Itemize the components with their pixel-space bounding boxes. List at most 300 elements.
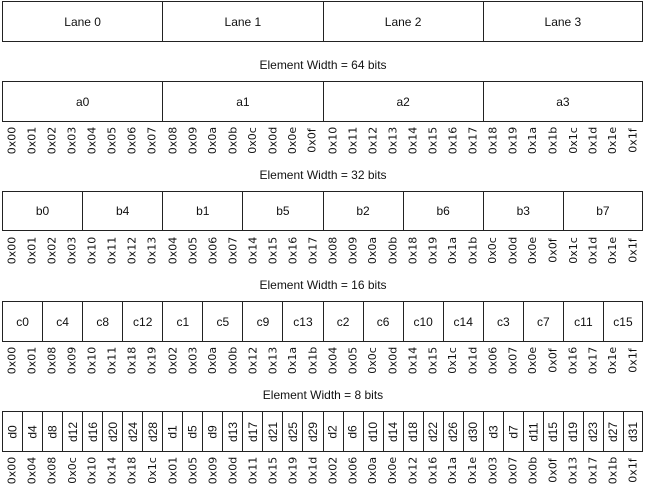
byte-index [443, 455, 463, 485]
byte-index-label: 0x0e [526, 346, 540, 374]
element-label: c2 [336, 314, 350, 329]
byte-index [222, 455, 242, 485]
element-cell [323, 81, 484, 122]
element-cell [102, 411, 123, 452]
byte-index-label: 0x0a [366, 456, 380, 484]
byte-index [423, 125, 443, 155]
byte-index-label: 0x1b [466, 236, 480, 264]
element-cell [82, 301, 123, 342]
byte-index [162, 455, 182, 485]
byte-index-label: 0x1d [466, 346, 480, 374]
byte-index-label: 0x0e [526, 236, 540, 264]
byte-index [22, 345, 42, 375]
byte-index [42, 125, 62, 155]
byte-index [443, 125, 463, 155]
byte-index-label: 0x1d [586, 126, 600, 154]
byte-index [2, 125, 22, 155]
byte-index [162, 125, 182, 155]
byte-index-label: 0x0d [506, 236, 520, 264]
element-label: d8 [45, 424, 60, 439]
byte-index [423, 345, 443, 375]
byte-index [242, 235, 262, 265]
element-label: d2 [326, 424, 341, 439]
element-label: b7 [596, 204, 610, 218]
byte-index [323, 345, 343, 375]
byte-index-label: 0x1d [586, 236, 600, 264]
byte-index [302, 125, 322, 155]
byte-index-label: 0x03 [65, 236, 79, 264]
byte-index [343, 235, 363, 265]
element-cell [62, 411, 83, 452]
byte-index [2, 455, 22, 485]
element-cell [543, 411, 564, 452]
element-cell [563, 191, 643, 231]
element-cell [122, 301, 163, 342]
byte-index [42, 345, 62, 375]
section-title: Element Width = 16 bits [259, 278, 387, 292]
byte-index-label: 0x1e [606, 346, 620, 374]
element-cell [2, 411, 23, 452]
element-label: c12 [133, 314, 153, 329]
byte-index-label: 0x1c [566, 126, 580, 154]
byte-index [583, 125, 603, 155]
element-label: d16 [85, 421, 100, 442]
byte-index [363, 345, 383, 375]
byte-index-label: 0x07 [225, 236, 239, 264]
byte-index [603, 455, 623, 485]
byte-index [202, 125, 222, 155]
lane-header: Lane 2 [323, 1, 484, 42]
byte-index-label: 0x1e [466, 456, 480, 484]
byte-index [282, 125, 302, 155]
element-label: c6 [376, 314, 390, 329]
lane-header: Lane 3 [483, 1, 643, 42]
byte-index-label: 0x06 [205, 236, 219, 264]
element-label: d26 [446, 421, 461, 442]
element-cell [483, 81, 643, 122]
element-cell [603, 301, 643, 342]
byte-index-label: 0x11 [105, 346, 119, 374]
byte-index [142, 235, 162, 265]
byte-index-label: 0x0d [386, 346, 400, 374]
element-label: b2 [356, 204, 370, 218]
byte-index-label: 0x06 [346, 456, 360, 484]
element-label: d23 [586, 421, 601, 442]
byte-index-label: 0x1f [626, 237, 640, 263]
byte-index [523, 125, 543, 155]
element-label: d22 [426, 421, 441, 442]
element-cell [302, 411, 323, 452]
lane-header: Lane 0 [2, 1, 163, 42]
element-cell [523, 301, 564, 342]
byte-index [202, 345, 222, 375]
byte-index-label: 0x10 [85, 456, 99, 484]
element-label: b3 [516, 204, 530, 218]
byte-index [363, 125, 383, 155]
byte-index-label: 0x05 [105, 126, 119, 154]
byte-index [82, 125, 102, 155]
byte-index-label: 0x00 [5, 126, 19, 154]
byte-index [483, 345, 503, 375]
element-cell [363, 411, 384, 452]
element-cell [603, 411, 624, 452]
element-label: c11 [574, 314, 593, 329]
byte-index [162, 345, 182, 375]
byte-index [463, 345, 483, 375]
byte-index-label: 0x15 [265, 236, 279, 264]
element-label: b5 [276, 204, 290, 218]
byte-index [182, 345, 202, 375]
element-label: d12 [65, 421, 80, 442]
element-cell [363, 301, 404, 342]
byte-index [62, 455, 82, 485]
element-cell [82, 191, 163, 231]
byte-index [543, 125, 563, 155]
byte-index [503, 235, 523, 265]
element-cell [222, 411, 243, 452]
element-cell [323, 411, 344, 452]
byte-index-label: 0x18 [406, 236, 420, 264]
element-cell [503, 411, 524, 452]
byte-index-label: 0x1b [606, 456, 620, 484]
element-label: c14 [453, 314, 473, 329]
byte-index [563, 455, 583, 485]
element-cell [563, 411, 584, 452]
byte-index [182, 455, 202, 485]
byte-index [623, 455, 643, 485]
byte-index [22, 125, 42, 155]
element-cell [202, 301, 243, 342]
byte-index [623, 125, 643, 155]
byte-index-label: 0x1b [546, 126, 560, 154]
byte-index-label: 0x1f [626, 347, 640, 373]
element-label: d21 [265, 421, 280, 442]
byte-index [463, 235, 483, 265]
byte-index [563, 125, 583, 155]
byte-index [363, 455, 383, 485]
byte-index-label: 0x05 [185, 456, 199, 484]
byte-index-label: 0x02 [45, 126, 59, 154]
byte-index [262, 455, 282, 485]
element-label: d17 [245, 421, 260, 442]
element-cell [383, 411, 404, 452]
byte-index-label: 0x0d [225, 456, 239, 484]
byte-index [443, 235, 463, 265]
byte-index [122, 125, 142, 155]
element-cell [483, 301, 524, 342]
element-label: d30 [466, 421, 481, 442]
element-label: d4 [25, 424, 40, 439]
byte-index-label: 0x02 [45, 236, 59, 264]
byte-index-label: 0x1b [305, 346, 319, 374]
byte-index [623, 345, 643, 375]
byte-index [323, 455, 343, 485]
byte-index [323, 125, 343, 155]
byte-index-label: 0x05 [185, 236, 199, 264]
byte-index [323, 235, 343, 265]
byte-index [403, 455, 423, 485]
byte-index [182, 235, 202, 265]
byte-index [583, 345, 603, 375]
byte-index [563, 235, 583, 265]
element-label: d1 [165, 424, 180, 439]
byte-index [543, 345, 563, 375]
byte-index [523, 455, 543, 485]
byte-index [222, 125, 242, 155]
byte-index-label: 0x09 [185, 126, 199, 154]
byte-index-label: 0x0b [225, 346, 239, 374]
element-cell [403, 411, 424, 452]
element-cell [162, 301, 203, 342]
element-cell [623, 411, 643, 452]
byte-index-label: 0x16 [426, 456, 440, 484]
byte-index [302, 235, 322, 265]
byte-index-label: 0x15 [265, 456, 279, 484]
element-label: d6 [346, 424, 361, 439]
byte-index-label: 0x07 [145, 126, 159, 154]
byte-index [142, 345, 162, 375]
element-label: b6 [436, 204, 450, 218]
element-label: c8 [96, 314, 109, 329]
element-cell [403, 301, 444, 342]
byte-index-label: 0x1f [626, 127, 640, 153]
byte-index [483, 455, 503, 485]
byte-index-label: 0x19 [145, 346, 159, 374]
section-title: Element Width = 8 bits [262, 388, 384, 402]
byte-index [82, 345, 102, 375]
element-cell [242, 301, 283, 342]
byte-index-label: 0x11 [105, 236, 119, 264]
byte-index [102, 455, 122, 485]
byte-index-label: 0x1a [446, 456, 460, 484]
byte-index-label: 0x00 [5, 236, 19, 264]
element-label: d25 [285, 421, 300, 442]
byte-index [102, 235, 122, 265]
element-cell [463, 411, 484, 452]
element-cell [443, 301, 484, 342]
element-label: c0 [16, 314, 29, 329]
byte-index [22, 455, 42, 485]
byte-index [503, 455, 523, 485]
byte-index-label: 0x1a [526, 126, 540, 154]
byte-index [262, 235, 282, 265]
byte-index [302, 345, 322, 375]
byte-index-label: 0x01 [25, 126, 39, 154]
byte-index-label: 0x12 [366, 126, 380, 154]
byte-index-label: 0x0c [65, 456, 79, 484]
element-cell [2, 81, 163, 122]
byte-index [122, 345, 142, 375]
byte-index-label: 0x15 [426, 346, 440, 374]
byte-index [282, 345, 302, 375]
byte-index [282, 455, 302, 485]
element-cell [403, 191, 484, 231]
byte-index-label: 0x16 [446, 126, 460, 154]
element-label: d3 [486, 424, 501, 439]
byte-index-label: 0x04 [165, 236, 179, 264]
element-cell [242, 191, 323, 231]
byte-index-label: 0x1a [285, 346, 299, 374]
byte-index-label: 0x18 [125, 456, 139, 484]
byte-index-label: 0x14 [406, 126, 420, 154]
byte-index-label: 0x05 [346, 346, 360, 374]
element-cell [2, 191, 83, 231]
byte-index [62, 235, 82, 265]
byte-index-label: 0x06 [486, 346, 500, 374]
byte-index-label: 0x13 [566, 456, 580, 484]
byte-index [483, 235, 503, 265]
byte-index [563, 345, 583, 375]
element-cell [262, 411, 283, 452]
byte-index [62, 345, 82, 375]
element-label: c3 [496, 314, 510, 329]
byte-index [242, 345, 262, 375]
element-label: c7 [537, 314, 550, 329]
byte-index-label: 0x0a [205, 346, 219, 374]
byte-index-label: 0x15 [426, 126, 440, 154]
byte-index-label: 0x01 [25, 236, 39, 264]
byte-index [82, 235, 102, 265]
element-cell [323, 191, 404, 231]
byte-index-label: 0x19 [285, 456, 299, 484]
byte-index [503, 345, 523, 375]
byte-index-label: 0x1a [446, 236, 460, 264]
element-label: d11 [526, 421, 541, 442]
byte-index [222, 345, 242, 375]
byte-index [403, 125, 423, 155]
byte-index [2, 235, 22, 265]
element-label: a2 [396, 94, 410, 109]
element-cell [583, 411, 604, 452]
element-label: b4 [116, 204, 130, 218]
element-label: d28 [145, 421, 160, 442]
element-cell [563, 301, 604, 342]
byte-index-label: 0x01 [25, 346, 39, 374]
byte-index [383, 235, 403, 265]
byte-index-label: 0x1c [566, 236, 580, 264]
byte-index-label: 0x1e [606, 126, 620, 154]
element-label: d0 [5, 424, 20, 439]
element-label: d10 [366, 421, 381, 442]
byte-index-label: 0x10 [85, 236, 99, 264]
byte-index [443, 345, 463, 375]
byte-index-label: 0x10 [85, 346, 99, 374]
byte-index-label: 0x14 [406, 346, 420, 374]
byte-index [202, 235, 222, 265]
element-label: d15 [546, 421, 561, 442]
byte-index-label: 0x0b [386, 236, 400, 264]
byte-index [42, 455, 62, 485]
byte-index [142, 125, 162, 155]
byte-index [182, 125, 202, 155]
element-cell [42, 411, 63, 452]
element-cell [182, 411, 203, 452]
byte-index-label: 0x04 [326, 346, 340, 374]
element-label: b1 [196, 204, 210, 218]
byte-index [202, 455, 222, 485]
byte-index [403, 345, 423, 375]
byte-index-label: 0x0f [546, 237, 560, 263]
element-cell [162, 191, 243, 231]
byte-index [523, 235, 543, 265]
element-label: d7 [506, 424, 521, 439]
element-cell [202, 411, 223, 452]
byte-index [503, 125, 523, 155]
element-cell [142, 411, 163, 452]
byte-index [62, 125, 82, 155]
byte-index [423, 235, 443, 265]
byte-index-label: 0x12 [245, 346, 259, 374]
element-cell [343, 411, 364, 452]
byte-index-label: 0x0a [205, 126, 219, 154]
byte-index [2, 345, 22, 375]
byte-index [383, 345, 403, 375]
byte-index-label: 0x0b [526, 456, 540, 484]
byte-index-label: 0x08 [326, 236, 340, 264]
element-label: d18 [406, 421, 421, 442]
element-cell [2, 301, 43, 342]
byte-index [162, 235, 182, 265]
byte-index-label: 0x09 [205, 456, 219, 484]
byte-index-label: 0x0c [245, 126, 259, 154]
byte-index-label: 0x00 [5, 456, 19, 484]
byte-index [523, 345, 543, 375]
byte-index [343, 345, 363, 375]
byte-index-label: 0x00 [5, 346, 19, 374]
byte-index [543, 235, 563, 265]
byte-index-label: 0x18 [486, 126, 500, 154]
element-cell [483, 411, 504, 452]
element-label: a3 [556, 94, 570, 109]
byte-index [122, 455, 142, 485]
byte-index-label: 0x0f [305, 127, 319, 153]
element-cell [523, 411, 544, 452]
byte-index-label: 0x0f [546, 457, 560, 483]
element-cell [423, 411, 444, 452]
byte-index-label: 0x02 [326, 456, 340, 484]
byte-index [583, 235, 603, 265]
byte-index [82, 455, 102, 485]
element-label: c9 [256, 314, 270, 329]
byte-index [463, 125, 483, 155]
byte-index [122, 235, 142, 265]
byte-index-label: 0x19 [506, 126, 520, 154]
byte-index-label: 0x17 [586, 346, 600, 374]
byte-index-label: 0x09 [346, 236, 360, 264]
byte-index [142, 455, 162, 485]
byte-index [603, 345, 623, 375]
element-cell [42, 301, 83, 342]
element-label: d31 [625, 421, 640, 442]
byte-index [102, 345, 122, 375]
byte-index [403, 235, 423, 265]
element-label: c15 [613, 314, 633, 329]
byte-index [603, 125, 623, 155]
byte-index-label: 0x0a [366, 236, 380, 264]
element-cell [483, 191, 564, 231]
byte-index-label: 0x03 [486, 456, 500, 484]
element-label: d19 [566, 421, 581, 442]
byte-index [282, 235, 302, 265]
element-label: c4 [56, 314, 69, 329]
byte-index-label: 0x14 [105, 456, 119, 484]
byte-index [302, 455, 322, 485]
byte-index-label: 0x03 [65, 126, 79, 154]
section-title: Element Width = 32 bits [259, 168, 387, 182]
element-label: d5 [185, 424, 200, 439]
lane-header: Lane 1 [162, 1, 323, 42]
byte-index [262, 125, 282, 155]
